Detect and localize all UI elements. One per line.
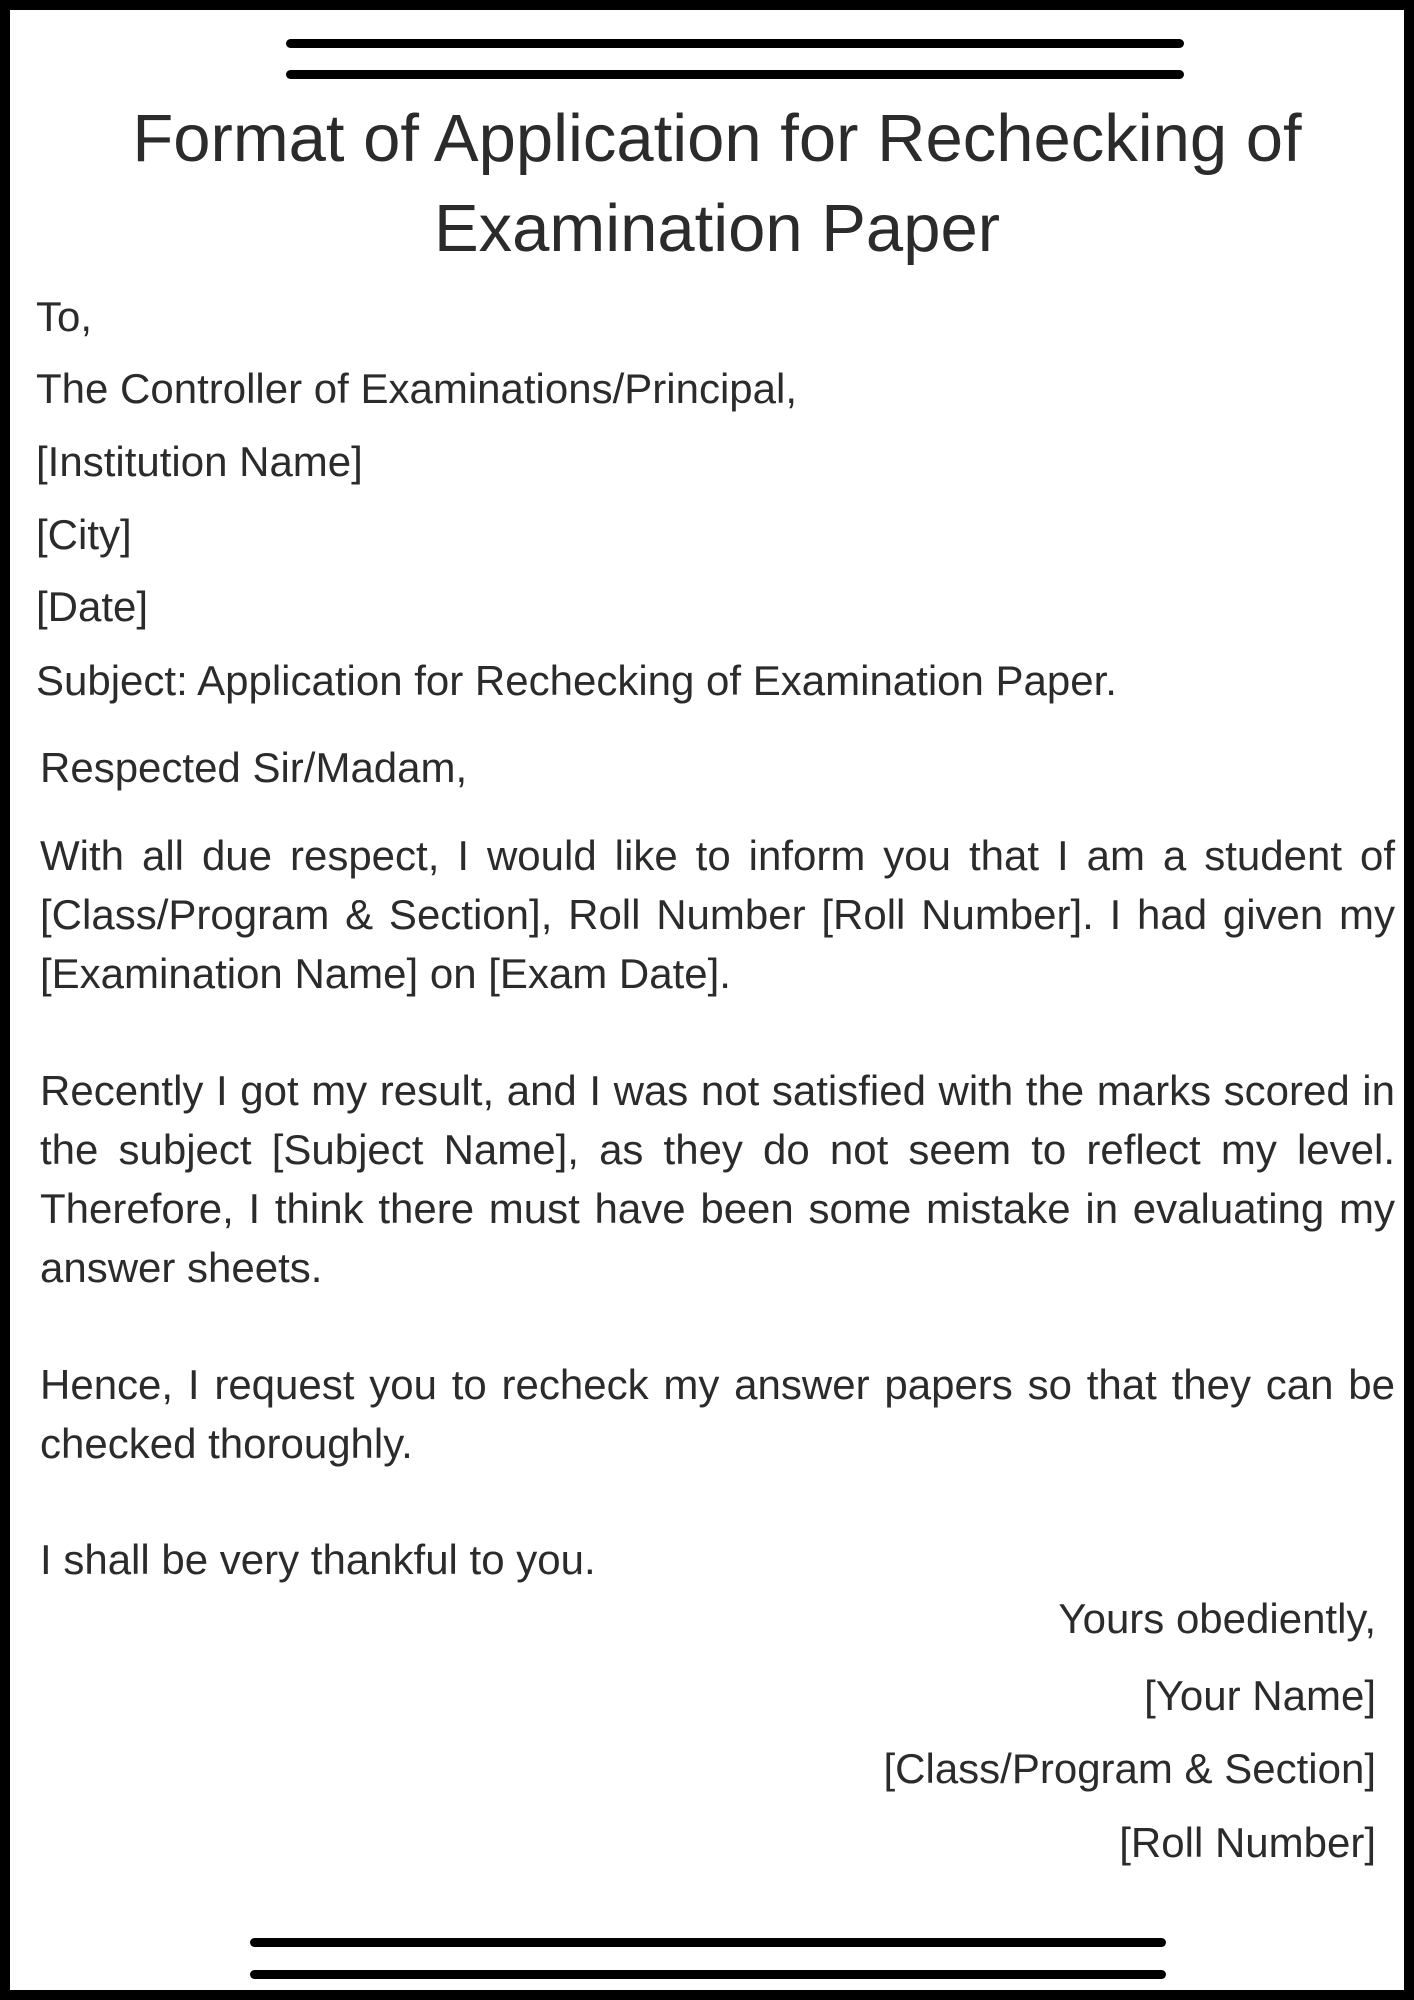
address-to: To, [36, 293, 93, 340]
signoff-closing: Yours obediently, [1058, 1595, 1376, 1642]
address-recipient: The Controller of Examinations/Principal, [36, 365, 798, 412]
address-institution: [Institution Name] [36, 438, 363, 485]
body-paragraph-3: Hence, I request you to recheck my answer papers so that they can be checked thoroughly. [40, 1361, 1395, 1467]
address-city: [City] [36, 511, 132, 558]
top-rule-2 [286, 70, 1184, 79]
document-title: Format of Application for Rechecking of Examination Paper [132, 101, 1302, 266]
signoff-class: [Class/Program & Section] [883, 1745, 1376, 1792]
closing-line: I shall be very thankful to you. [40, 1536, 596, 1583]
bottom-rule-1 [250, 1938, 1166, 1947]
salutation: Respected Sir/Madam, [40, 744, 468, 791]
top-rule-1 [286, 39, 1184, 48]
address-date: [Date] [36, 583, 149, 630]
body-paragraph-1: With all due respect, I would like to inform you that I am a student of [Class/Program & Section], Roll Number [Roll Number]. I had given my [Examination Name] on [Exam Date]. [40, 832, 1395, 997]
subject-line: Subject: Application for Rechecking of Examination Paper. [36, 657, 1117, 704]
body-paragraph-2: Recently I got my result, and I was not satisfied with the marks scored in the subject [Subject Name], as they do not seem to reflect my level. Therefore, I think there must have been some mistake in evaluating my answer sheets. [40, 1067, 1395, 1291]
signoff-name: [Your Name] [1144, 1672, 1376, 1719]
bottom-rule-2 [250, 1970, 1166, 1979]
signoff-roll: [Roll Number] [1119, 1819, 1376, 1866]
